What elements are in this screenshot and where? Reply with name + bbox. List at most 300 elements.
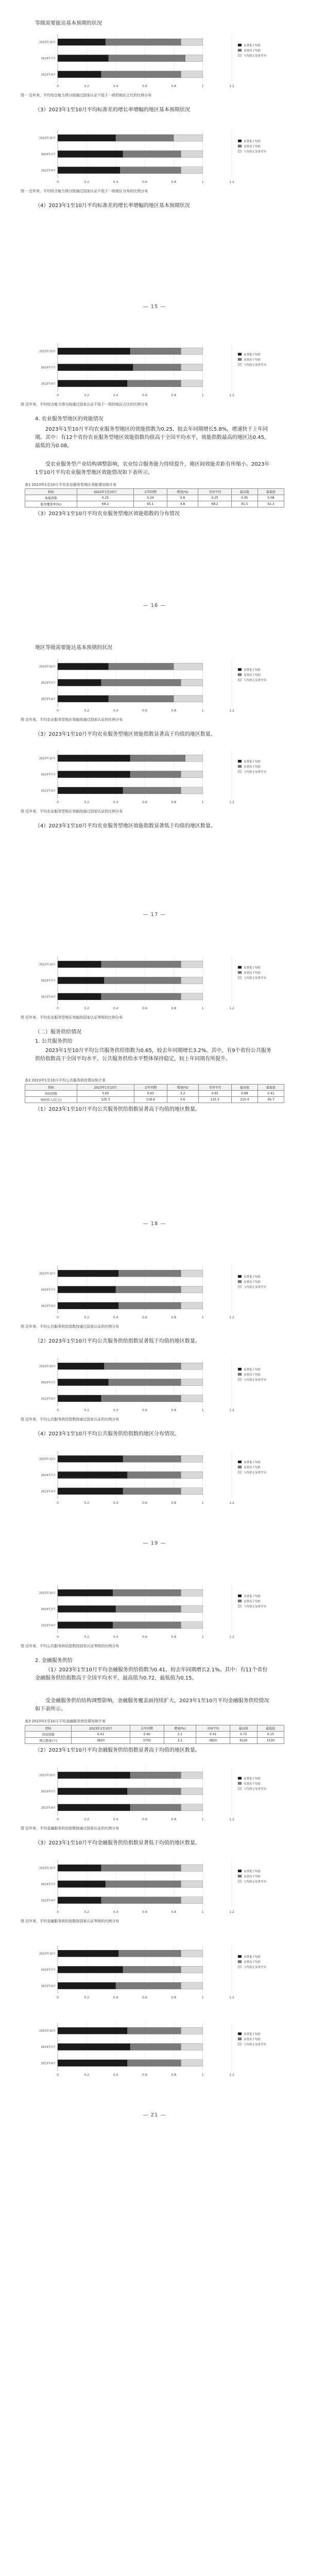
legend-label: 显著低于均值 [244,2033,261,2036]
stacked-bar-chart [26,1262,283,1323]
table-cell: 3.1 [164,1738,196,1744]
legend-swatch [238,1875,242,1877]
x-tick-label: 0.4 [113,2073,118,2077]
bar-segment [181,364,202,370]
x-tick-label: 0.8 [171,709,177,713]
legend-label: 显著高于均值 [244,145,261,148]
body-paragraph: 受农业服务型产业结构调整影响，农业综合服务能力持续提升，地区间效能差距有所缩小。2023年1至10月平均农业服务型地区效能情况如下表所示。 [35,462,270,476]
y-category-label: 2023年4月 [41,1899,56,1903]
legend-swatch [238,363,242,366]
legend-swatch [238,1275,242,1278]
bar-segment [58,1804,130,1811]
bar-segment [58,1363,104,1369]
x-tick-label: 0.6 [142,1501,147,1505]
table-cell: 3820 [196,1738,230,1744]
legend-label: 显著高于均值 [244,1281,261,1284]
legend-label: 显著高于均值 [244,972,261,975]
table-cell: 0.15 [257,1732,284,1738]
legend-swatch [238,1285,242,1288]
x-tick-label: 1 [201,801,204,804]
legend-swatch [238,1782,242,1785]
y-category-label: 2023年7月 [41,153,56,156]
legend-swatch [238,679,242,681]
intro-text: 等级需要能达基本预期的状况 [35,21,102,26]
table-header-cell: 增速(%) [164,1725,196,1732]
legend-swatch [238,2038,242,2040]
bar-segment [58,348,130,354]
stacked-bar-chart [26,1582,283,1642]
x-tick-label: 1.2 [229,180,234,184]
x-tick-label: 0.8 [171,84,177,88]
y-category-label: 2023年10月 [39,137,56,140]
bar-segment [58,755,130,761]
x-tick-label: 0.4 [113,394,118,397]
y-category-label: 2023年4月 [41,789,56,793]
table-cell: 42.3 [258,501,284,507]
bar-segment [127,1788,181,1794]
bar-segment [58,364,133,370]
subsection-heading: 1. 公共服务供给 [35,1039,73,1044]
x-tick-label: 1.2 [229,1910,234,1914]
x-tick-label: 1.2 [229,2073,234,2077]
x-tick-label: 0.4 [113,84,118,88]
bar-segment [58,1622,113,1629]
table-cell: 65.1 [134,501,167,507]
table-row [25,1091,284,1097]
bar-segment [123,1455,181,1462]
bar-segment [181,2043,202,2050]
table-header-cell: 最高值 [230,1725,257,1732]
table-cell: 效能指数 [25,495,77,501]
x-tick-label: 1 [201,84,204,88]
bar-segment [58,1865,101,1871]
section-heading: 4. 农业服务型地区的效能情况 [35,416,104,422]
x-tick-label: 0.8 [171,1996,177,1999]
y-category-label: 2023年7月 [41,1289,56,1292]
legend-label: 与均值无显著差异 [244,1379,267,1382]
legend-label: 显著高于均值 [244,1374,261,1377]
x-tick-label: 0.4 [113,1409,118,1412]
bar-segment [58,1605,116,1612]
legend-label: 显著低于均值 [244,669,261,672]
bar-segment [181,1270,202,1277]
legend-label: 与均值无显著差异 [244,2043,267,2046]
x-tick-label: 0.4 [113,1910,118,1914]
bar-segment [127,380,181,387]
bar-segment [116,1605,181,1612]
table-row [25,501,284,507]
bar-segment [58,150,123,157]
table-cell: 210.4 [231,1097,258,1103]
table-cell: 0.65 [198,1091,231,1097]
data-table [25,488,284,507]
legend-swatch [238,971,242,974]
x-tick-label: 0.2 [84,394,90,397]
section-heading: 2. 金融服务供给 [35,1658,73,1664]
legend-swatch [238,1466,242,1468]
page-number: — 17 — [143,912,166,918]
y-category-label: 2023年10月 [39,963,56,967]
table-cell: 2.1 [164,1732,196,1738]
stacked-bar-chart [26,655,283,716]
legend-label: 显著高于均值 [244,1961,261,1964]
bar-segment [101,1395,181,1402]
x-tick-label: 0.8 [171,180,177,184]
y-category-label: 2023年4月 [41,698,56,701]
stacked-bar-chart [26,1448,283,1509]
x-tick-label: 0.6 [142,1996,147,1999]
x-tick-label: 0.8 [171,1910,177,1914]
bar-segment [58,1379,109,1385]
bar-segment [101,679,181,686]
legend-swatch [238,966,242,969]
bar-segment [113,1622,181,1629]
bar-segment [127,2060,181,2066]
x-tick-label: 0.2 [84,1316,90,1319]
x-tick-label: 0.4 [113,1501,118,1505]
y-category-label: 2023年10月 [39,1774,56,1777]
x-tick-label: 1.2 [229,1007,234,1010]
body-paragraph: （3）2023年1至10月平均金融服务供给指数显著低于均值的地区数量。 [35,1840,200,1846]
y-category-label: 2023年10月 [39,1952,56,1956]
bar-segment [109,663,174,670]
legend-swatch [238,1870,242,1872]
bar-segment [181,2027,202,2034]
bar-segment [123,150,181,157]
page-number: — 18 — [143,1221,166,1227]
body-paragraph: （2）2023年1至10月平均金融服务供给指数显著高于均值的地区数量。 [35,1748,200,1753]
bar-segment [174,696,202,702]
x-tick-label: 1.2 [229,84,234,88]
legend-label: 显著高于均值 [244,1466,261,1469]
y-category-label: 2023年4月 [41,73,56,77]
table-cell: 0.25 [77,495,133,501]
y-category-label: 2023年10月 [39,1867,56,1870]
legend-swatch [238,2043,242,2045]
x-tick-label: 0.4 [113,1818,118,1821]
legend-swatch [238,1280,242,1283]
legend-label: 显著低于均值 [244,967,261,970]
bar-segment [181,1950,202,1957]
bar-segment [181,679,202,686]
x-tick-label: 1.2 [229,1635,234,1639]
table-header-cell: 2023年1至10月 [77,489,133,495]
table-header-cell: 指标 [25,1084,77,1091]
figure-caption: 图一 近年来，平均综合能力得分按通过国家认证不低于一级的地区占比的比例分布 [21,93,152,97]
bar-segment [116,1286,181,1293]
x-tick-label: 0.2 [84,1501,90,1505]
x-tick-label: 0.8 [171,1007,177,1010]
y-category-label: 2023年10月 [39,350,56,353]
x-tick-label: 0.2 [84,2073,90,2077]
x-tick-label: 0.6 [142,84,147,88]
table-cell: 3.2 [167,1091,198,1097]
y-category-label: 2023年10月 [39,1365,56,1368]
x-tick-label: 1 [201,1007,204,1010]
x-tick-label: 0 [57,801,59,804]
bar-segment [181,1966,202,1973]
x-tick-label: 0.2 [84,709,90,713]
x-tick-label: 0.8 [171,1635,177,1639]
x-tick-label: 1 [201,1996,204,1999]
x-tick-label: 0.2 [84,1409,90,1412]
legend-label: 与均值无显著差异 [244,1966,267,1969]
x-tick-label: 0 [57,1316,59,1319]
table-header-cell: 全国平均 [198,1084,231,1091]
x-tick-label: 0.8 [171,2073,177,2077]
legend-swatch [238,1373,242,1376]
legend-label: 显著低于均值 [244,353,261,357]
x-tick-label: 1.2 [229,801,234,804]
bar-segment [101,71,181,78]
table-cell: 5.6 [167,1097,198,1103]
bar-segment [58,71,101,78]
legend-swatch [238,673,242,676]
x-tick-label: 0.4 [113,1996,118,1999]
table-cell: 0.88 [231,1091,258,1097]
table-row [25,1097,284,1103]
bar-segment [101,993,181,1000]
y-category-label: 2023年4月 [41,1806,56,1810]
table-cell: 125.3 [198,1097,231,1103]
stacked-bar-chart [26,1764,283,1825]
legend-label: 与均值无显著差异 [244,679,267,682]
bar-segment [118,1270,181,1277]
legend-swatch [238,1605,242,1607]
bar-segment [181,1804,202,1811]
x-tick-label: 1 [201,709,204,713]
bar-segment [58,1982,116,1989]
table-header-cell: 最高值 [231,489,258,495]
table-header-cell: 去年同期 [130,1725,164,1732]
legend-label: 显著高于均值 [244,1875,261,1878]
x-tick-label: 0.2 [84,1007,90,1010]
x-tick-label: 0.8 [171,1409,177,1412]
bar-segment [181,771,202,777]
legend-label: 与均值无显著差异 [244,1605,267,1608]
bar-segment [58,977,104,984]
bar-segment [58,134,116,141]
bar-segment [109,55,185,61]
bar-segment [58,1772,130,1778]
x-tick-label: 0.6 [142,709,147,713]
legend-swatch [238,1955,242,1958]
bar-segment [58,1286,116,1293]
bar-segment [181,1772,202,1778]
x-tick-label: 0 [57,1818,59,1821]
table-header-cell: 去年同期 [134,1084,167,1091]
table-row [25,1738,284,1744]
table-header-cell: 增速(%) [167,1084,198,1091]
bar-segment [181,1982,202,1989]
legend-label: 与均值无显著差异 [244,55,267,58]
legend-swatch [238,1787,242,1790]
bar-segment [58,771,130,777]
x-tick-label: 0.8 [171,1818,177,1821]
y-category-label: 2023年4月 [41,1397,56,1401]
bar-segment [181,2060,202,2066]
table-cell: 0.41 [258,1091,284,1097]
body-paragraph: 受金融服务供给结构调整影响，金融服务覆盖面持续扩大，2023年1至10月平均金融服务供给情况如下表所示。 [35,1698,269,1712]
x-tick-label: 0 [57,180,59,184]
bar-segment [113,1589,181,1596]
page-number: — 19 — [143,1540,166,1546]
table-cell: 0.25 [198,495,231,501]
legend-swatch [238,140,242,142]
x-tick-label: 0 [57,84,59,88]
bar-segment [130,771,181,777]
x-tick-label: 1 [201,1635,204,1639]
table-row [25,1732,284,1738]
legend-swatch [238,358,242,361]
body-paragraph: 2023年1至10月平均农业服务型地区的效能指数为0.25，较去年同期增长5.8%，增速快于上年同期。其中：有12个省份农业服务型地区效能指数均值高于全国平均水平，效能指数最高的地区达0.45，最低的为0.08。 [35,427,269,449]
table-header-cell: 全国平均 [198,489,231,495]
table-cell: 5.8 [167,495,198,501]
stacked-bar-chart [26,1942,283,2003]
bar-segment [181,961,202,968]
x-tick-label: 0.8 [171,1316,177,1319]
bar-segment [181,1589,202,1596]
legend-label: 显著高于均值 [244,359,261,362]
x-tick-label: 0 [57,1501,59,1505]
legend-swatch [238,353,242,355]
bar-segment [181,1471,202,1478]
legend-swatch [238,1471,242,1473]
bar-segment [58,679,101,686]
bar-segment [118,1302,181,1309]
x-tick-label: 1 [201,180,204,184]
y-category-label: 2023年7月 [41,2046,56,2049]
bar-segment [58,696,109,702]
table-row [25,495,284,501]
body-paragraph: （3）2023年1至10月平均农业服务型地区效能指数的分布情况 [35,511,180,517]
table-cell: 0.41 [72,1732,130,1738]
x-tick-label: 0.4 [113,1007,118,1010]
bar-segment [101,1865,181,1871]
x-tick-label: 0.2 [84,1635,90,1639]
y-category-label: 2023年10月 [39,1591,56,1595]
table-header-cell: 增速(%) [167,489,198,495]
legend-swatch [238,976,242,979]
x-tick-label: 1 [201,1818,204,1821]
y-category-label: 2023年7月 [41,1969,56,1972]
bar-segment [58,1270,118,1277]
table-header-cell: 指标 [25,1725,72,1732]
legend-label: 显著高于均值 [244,674,261,677]
bar-segment [58,2027,127,2034]
legend-label: 与均值无显著差异 [244,1471,267,1475]
y-category-label: 2023年7月 [41,366,56,369]
legend-label: 与均值无显著差异 [244,771,267,774]
legend-label: 显著低于均值 [244,44,261,47]
x-tick-label: 0.2 [84,1818,90,1821]
table-header-cell: 全国平均 [196,1725,230,1732]
bar-segment [181,380,202,387]
data-table [25,1725,284,1744]
x-tick-label: 0.4 [113,709,118,713]
body-paragraph: （4）2023年1至10月平均标准差的增长率增幅的地区基本预期状况 [35,203,190,209]
legend-label: 与均值无显著差异 [244,364,267,367]
x-tick-label: 0.6 [142,1007,147,1010]
x-tick-label: 0 [57,1409,59,1412]
figure-caption: 图 近年来，平均公共服务供给指数按通过国家认证的比例分布 [21,1325,119,1329]
y-category-label: 2023年4月 [41,2062,56,2065]
table-cell: 网点数量(个) [25,1738,72,1744]
bar-segment [101,961,181,968]
bar-segment [58,1302,118,1309]
x-tick-label: 0.6 [142,1409,147,1412]
y-category-label: 2023年4月 [41,1985,56,1988]
y-category-label: 2023年7月 [41,773,56,776]
x-tick-label: 0.6 [142,1316,147,1319]
legend-swatch [238,54,242,57]
x-tick-label: 1 [201,1910,204,1914]
stacked-bar-chart [26,953,283,1014]
figure-caption: 图一 近年来，平均综合能力得分按通过国家认证不低于一级地区分布的比例分布 [21,189,148,193]
bar-segment [181,1363,202,1369]
bar-segment [58,1788,127,1794]
table-cell: 供给指数 [25,1732,72,1738]
bar-segment [181,1455,202,1462]
bar-segment [109,696,174,702]
table-cell: 财政投入(亿元) [25,1097,77,1103]
bar-segment [181,1286,202,1293]
bar-segment [101,1897,181,1904]
body-paragraph: （1）2023年1至10月平均金融服务供给指数为0.41，较去年同期增长2.1%。其中：有11个省份金融服务供给指数高于全国平均水平，最高值为0.72，最低值为0.15。 [35,1667,268,1681]
x-tick-label: 1 [201,1409,204,1412]
bar-segment [58,961,101,968]
y-category-label: 2023年7月 [41,1790,56,1793]
bar-segment [58,787,123,794]
legend-swatch [238,765,242,768]
body-paragraph: 2023年1至10月平均公共服务供给指数为0.65，较去年同期增长3.2%。其中，有9个省份公共服务供给指数高于全国平均水平，公共服务供给水平整体保持稳定，较上年同期有所提升。 [35,1048,271,1062]
table-caption: 表1 2023年1至10月平均农业服务型地区效能情况统计表 [25,483,116,487]
y-category-label: 2023年4月 [41,169,56,173]
bar-segment [174,663,202,670]
table-caption: 表3 2023年1至10月平均金融服务供给情况统计表 [25,1719,106,1723]
y-category-label: 2023年10月 [39,41,56,44]
legend-label: 显著高于均值 [244,2038,261,2041]
legend-label: 显著低于均值 [244,1595,261,1598]
table-header-cell: 最高值 [231,1084,258,1091]
bar-segment [58,1897,101,1904]
bar-segment [181,1302,202,1309]
legend-swatch [238,2032,242,2035]
stacked-bar-chart [26,1857,283,1918]
table-cell: 0.63 [134,1091,167,1097]
x-tick-label: 0.2 [84,1910,90,1914]
bar-segment [185,755,203,761]
table-cell: 0.41 [196,1732,230,1738]
bar-segment [123,1488,181,1495]
bar-segment [130,1804,181,1811]
x-tick-label: 0.6 [142,180,147,184]
y-category-label: 2023年10月 [39,757,56,760]
x-tick-label: 0.2 [84,801,90,804]
bar-segment [181,71,202,78]
section-heading: （二）服务供给情况 [35,1029,81,1035]
figure-caption: 图 近年来，平均综合能力得分按通过国家认证不低于一级的地区占比的比例分布 [21,402,148,406]
table-cell: 0.08 [258,495,284,501]
x-tick-label: 0 [57,394,59,397]
legend-swatch [238,1368,242,1370]
bar-segment [58,1966,123,1973]
y-category-label: 2023年7月 [41,1883,56,1886]
bar-segment [106,39,181,45]
bar-segment [106,1880,181,1887]
bar-segment [58,55,109,61]
x-tick-label: 0.2 [84,84,90,88]
